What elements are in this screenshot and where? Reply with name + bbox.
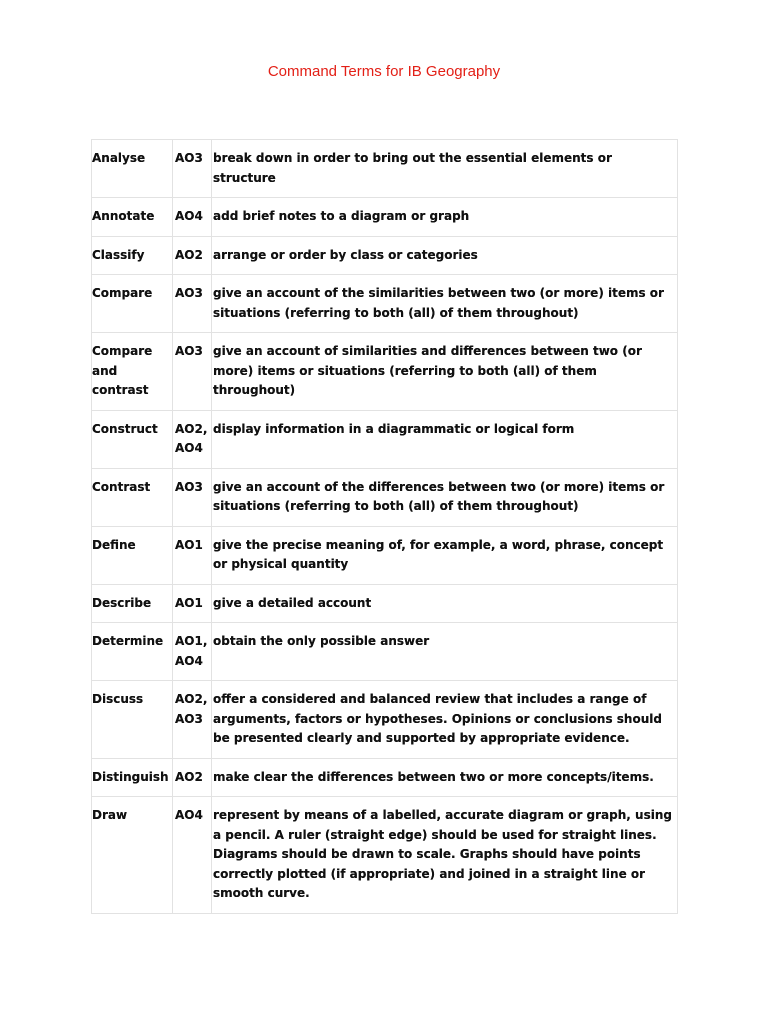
table-row [92,275,678,333]
command-term-cell: Describe [92,584,173,623]
definition-cell: make clear the differences between two or more concepts/items. [212,758,678,797]
table-row [92,140,678,198]
assessment-objective-cell: AO3 [173,275,212,333]
command-term-cell: Discuss [92,681,173,759]
command-term-cell: Compare and contrast [92,333,173,411]
table-row [92,333,678,411]
command-term-cell: Distinguish [92,758,173,797]
assessment-objective-cell: AO3 [173,468,212,526]
definition-cell: give an account of similarities and differences between two (or more) items or situations (referring to both (all) of them throughout) [212,333,678,411]
table-row [92,236,678,275]
definition-cell: obtain the only possible answer [212,623,678,681]
assessment-objective-cell: AO4 [173,198,212,237]
command-term-cell: Analyse [92,140,173,198]
table-row [92,584,678,623]
command-term-cell: Contrast [92,468,173,526]
definition-cell: give a detailed account [212,584,678,623]
definition-cell: add brief notes to a diagram or graph [212,198,678,237]
table-row [92,797,678,914]
table-row [92,410,678,468]
definition-cell: give an account of the differences between two (or more) items or situations (referring to both (all) of them throughout) [212,468,678,526]
assessment-objective-cell: AO1 [173,584,212,623]
definition-cell: arrange or order by class or categories [212,236,678,275]
command-term-cell: Construct [92,410,173,468]
assessment-objective-cell: AO1 [173,526,212,584]
command-term-cell: Annotate [92,198,173,237]
table-row [92,198,678,237]
table-row [92,526,678,584]
table-row [92,623,678,681]
assessment-objective-cell: AO2, AO4 [173,410,212,468]
command-term-cell: Define [92,526,173,584]
command-term-cell: Compare [92,275,173,333]
command-terms-table [91,139,678,914]
definition-cell: offer a considered and balanced review that includes a range of arguments, factors or hypotheses. Opinions or conclusions should be presented clearly and supported by appropriate evidence. [212,681,678,759]
assessment-objective-cell: AO3 [173,140,212,198]
assessment-objective-cell: AO1, AO4 [173,623,212,681]
assessment-objective-cell: AO3 [173,333,212,411]
table-row [92,758,678,797]
command-term-cell: Draw [92,797,173,914]
command-term-cell: Determine [92,623,173,681]
assessment-objective-cell: AO4 [173,797,212,914]
table-row [92,681,678,759]
definition-cell: give the precise meaning of, for example, a word, phrase, concept or physical quantity [212,526,678,584]
definition-cell: give an account of the similarities between two (or more) items or situations (referring to both (all) of them throughout) [212,275,678,333]
definition-cell: display information in a diagrammatic or logical form [212,410,678,468]
definition-cell: break down in order to bring out the essential elements or structure [212,140,678,198]
document-title: Command Terms for IB Geography [267,63,501,80]
table-row [92,468,678,526]
assessment-objective-cell: AO2, AO3 [173,681,212,759]
assessment-objective-cell: AO2 [173,758,212,797]
command-term-cell: Classify [92,236,173,275]
assessment-objective-cell: AO2 [173,236,212,275]
definition-cell: represent by means of a labelled, accurate diagram or graph, using a pencil. A ruler (straight edge) should be used for straight lines. Diagrams should be drawn to scale. Graphs should have points correctly plotted (if appropriate) and joined in a straight line or smooth curve. [212,797,678,914]
